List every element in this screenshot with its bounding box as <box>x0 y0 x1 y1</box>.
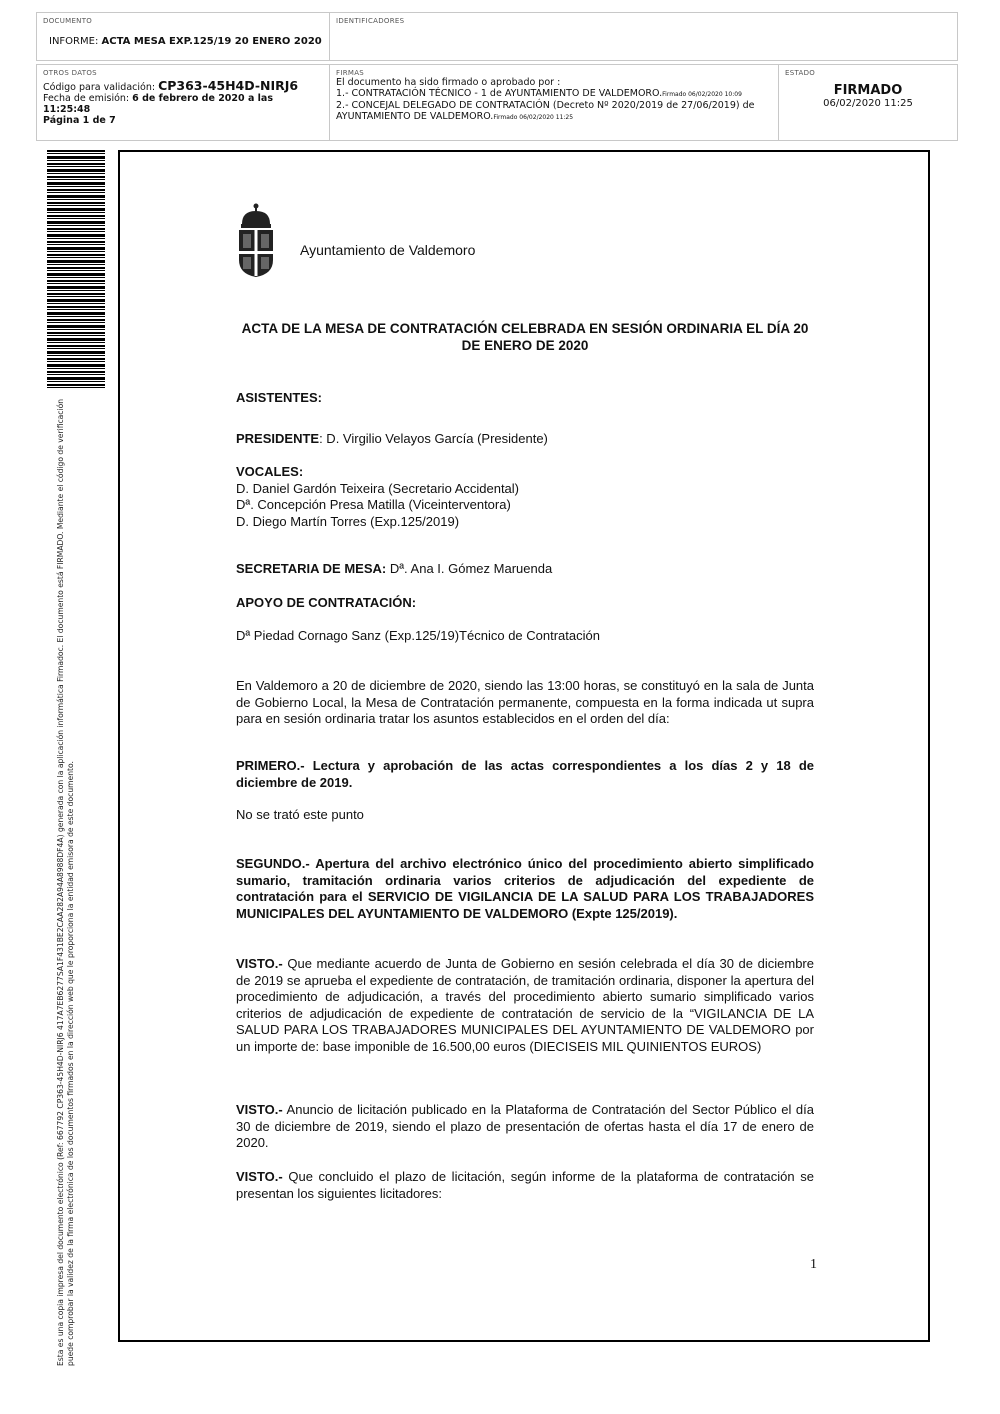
firma-2a: 2.- CONCEJAL DELEGADO DE CONTRATACIÓN (Decreto Nº 2020/2019 de 27/06/2019) de <box>336 100 755 111</box>
document-title <box>236 320 814 354</box>
firma-1-date: Firmado 06/02/2020 10:09 <box>662 91 742 98</box>
visto-paragraph-1 <box>236 956 814 1055</box>
letterhead <box>236 202 536 282</box>
vocales-heading: VOCALES: <box>236 464 304 479</box>
primero-note: No se trató este punto <box>236 807 364 822</box>
presidente-line <box>236 431 814 448</box>
otros-datos-label: OTROS DATOS <box>43 69 97 77</box>
firmas-cell <box>329 65 778 140</box>
visto-label-1: VISTO.- <box>236 956 283 971</box>
presidente-label: PRESIDENTE <box>236 431 320 446</box>
primero-heading: PRIMERO.- Lectura y aprobación de las actas correspondientes a los días 2 y 18 de diciembre de 2019. <box>236 758 814 790</box>
firmas-intro: El documento ha sido firmado o aprobado por : <box>336 77 561 88</box>
firma-1 <box>336 88 772 100</box>
vocal-1: D. Daniel Gardón Teixeira (Secretario Accidental) <box>236 480 520 496</box>
identificadores-label: IDENTIFICADORES <box>336 17 405 25</box>
document-header <box>36 12 958 61</box>
document-page <box>118 150 930 1342</box>
documento-value <box>43 36 323 47</box>
documento-name: ACTA MESA EXP.125/19 20 ENERO 2020 <box>101 36 322 47</box>
organization-name: Ayuntamiento de Valdemoro <box>300 242 476 258</box>
side-text-line-1: Esta es una copia impresa del documento electrónico (Ref: 667792 CP363-45H4D-NIRJ6 417A7EB6277SA1F431BE2CAA282A94A8988DF4A) generada con la aplicación informática Firmadoc. El documento está FIRMADO. Mediante el código de verificación <box>56 398 65 1366</box>
secretaria-label: SECRETARIA DE MESA: <box>236 561 387 576</box>
identificadores-cell <box>329 13 957 60</box>
verification-side-text <box>56 391 76 1366</box>
secretaria-value: Dª. Ana I. Gómez Maruenda <box>386 561 553 576</box>
fecha-line <box>43 93 323 115</box>
documento-cell <box>37 13 329 60</box>
documento-label: DOCUMENTO <box>43 17 93 25</box>
visto-text-3: Que concluido el plazo de licitación, según informe de la plataforma de contratación se presentan los siguientes licitadores: <box>236 1169 814 1201</box>
firma-2-text: AYUNTAMIENTO DE VALDEMORO. <box>336 111 494 122</box>
apoyo-value: Dª Piedad Cornago Sanz (Exp.125/19)Técnico de Contratación <box>236 628 600 643</box>
visto-text-2: Anuncio de licitación publicado en la Plataforma de Contratación del Sector Público el día 30 de diciembre de 2019, siendo el plazo de presentación de ofertas hasta el día 17 de enero de 2020. <box>236 1102 814 1150</box>
page-number: 1 <box>810 1257 817 1272</box>
estado-date: 06/02/2020 11:25 <box>823 98 913 109</box>
vocales-block <box>236 464 814 530</box>
apoyo-heading: APOYO DE CONTRATACIÓN: <box>236 595 417 610</box>
document-metadata <box>36 64 958 141</box>
firmas-label: FIRMAS <box>336 69 365 77</box>
fecha-value: 6 de febrero de 2020 a las 11:25:48 <box>43 93 273 115</box>
estado-label: ESTADO <box>785 69 816 77</box>
firma-1-text: 1.- CONTRATACIÓN TÉCNICO - 1 de AYUNTAMIENTO DE VALDEMORO. <box>336 88 663 99</box>
secretaria-line <box>236 561 814 578</box>
vocal-2: Dª. Concepción Presa Matilla (Viceinterventora) <box>236 497 511 512</box>
asistentes-heading: ASISTENTES: <box>236 390 322 405</box>
documento-prefix: INFORME: <box>49 36 102 47</box>
title-line-1: ACTA DE LA MESA DE CONTRATACIÓN CELEBRADA EN SESIÓN ORDINARIA EL DÍA 20 <box>241 321 809 336</box>
visto-paragraph-2 <box>236 1102 814 1152</box>
segundo-heading: SEGUNDO.- Apertura del archivo electrónico único del procedimiento abierto simplificado sumario, tramitación ordinaria varios criterios de adjudicación del expediente de contratación para el SERVICIO DE VIGILANCIA DE LA SALUD PARA LOS TRABAJADORES MUNICIPALES DEL AYUNTAMIENTO DE VALDEMORO (Expte 125/2019). <box>236 856 814 921</box>
title-line-2: DE ENERO DE 2020 <box>461 338 589 353</box>
estado-cell <box>778 65 957 140</box>
visto-label-2: VISTO.- <box>236 1102 283 1117</box>
vocal-3: D. Diego Martín Torres (Exp.125/2019) <box>236 513 460 529</box>
status-badge: FIRMADO <box>833 83 903 98</box>
firma-2-date: Firmado 06/02/2020 11:25 <box>493 114 574 121</box>
page-count: Página 1 de 7 <box>43 115 116 126</box>
intro-paragraph: En Valdemoro a 20 de diciembre de 2020, siendo las 13:00 horas, se constituyó en la sala de Junta de Gobierno Local, la Mesa de Contratación permanente, compuesta en la forma indicada ut supra para en sesión ordinaria tratar los asuntos establecidos en el orden del día: <box>236 678 814 726</box>
firma-2b <box>336 111 772 123</box>
codigo-label: Código para validación: <box>43 82 159 93</box>
visto-text-1: Que mediante acuerdo de Junta de Gobierno en sesión celebrada el día 30 de diciembre de 2019 se aprueba el expediente de contratación, de tramitación ordinaria, disponer la apertura del procedimiento de adjudicación, a través del procedimiento abierto sumario simplificado varios criterios de adjudicación de expediente de contratación de servicio de la “VIGILANCIA DE LA SALUD PARA LOS TRABAJADORES MUNICIPALES DEL AYUNTAMIENTO DE VALDEMORO por un importe de: base imponible de 16.500,00 euros (DIECISEIS MIL QUINIENTOS EUROS) <box>236 956 814 1054</box>
visto-label-3: VISTO.- <box>236 1169 283 1184</box>
visto-paragraph-3 <box>236 1169 814 1202</box>
presidente-value: : D. Virgilio Velayos García (Presidente) <box>319 431 548 446</box>
barcode <box>47 150 105 388</box>
otros-datos-cell <box>37 65 329 140</box>
validation-code: CP363-45H4D-NIRJ6 <box>158 78 299 93</box>
side-text-line-2: puede comprobar la validez de la firma electrónica de los documentos firmados en la dirección web que le proporciona la entidad emisora de este documento. <box>66 761 75 1366</box>
coat-of-arms-icon <box>236 202 276 278</box>
codigo-line <box>43 80 323 93</box>
fecha-label: Fecha de emisión: <box>43 93 133 104</box>
